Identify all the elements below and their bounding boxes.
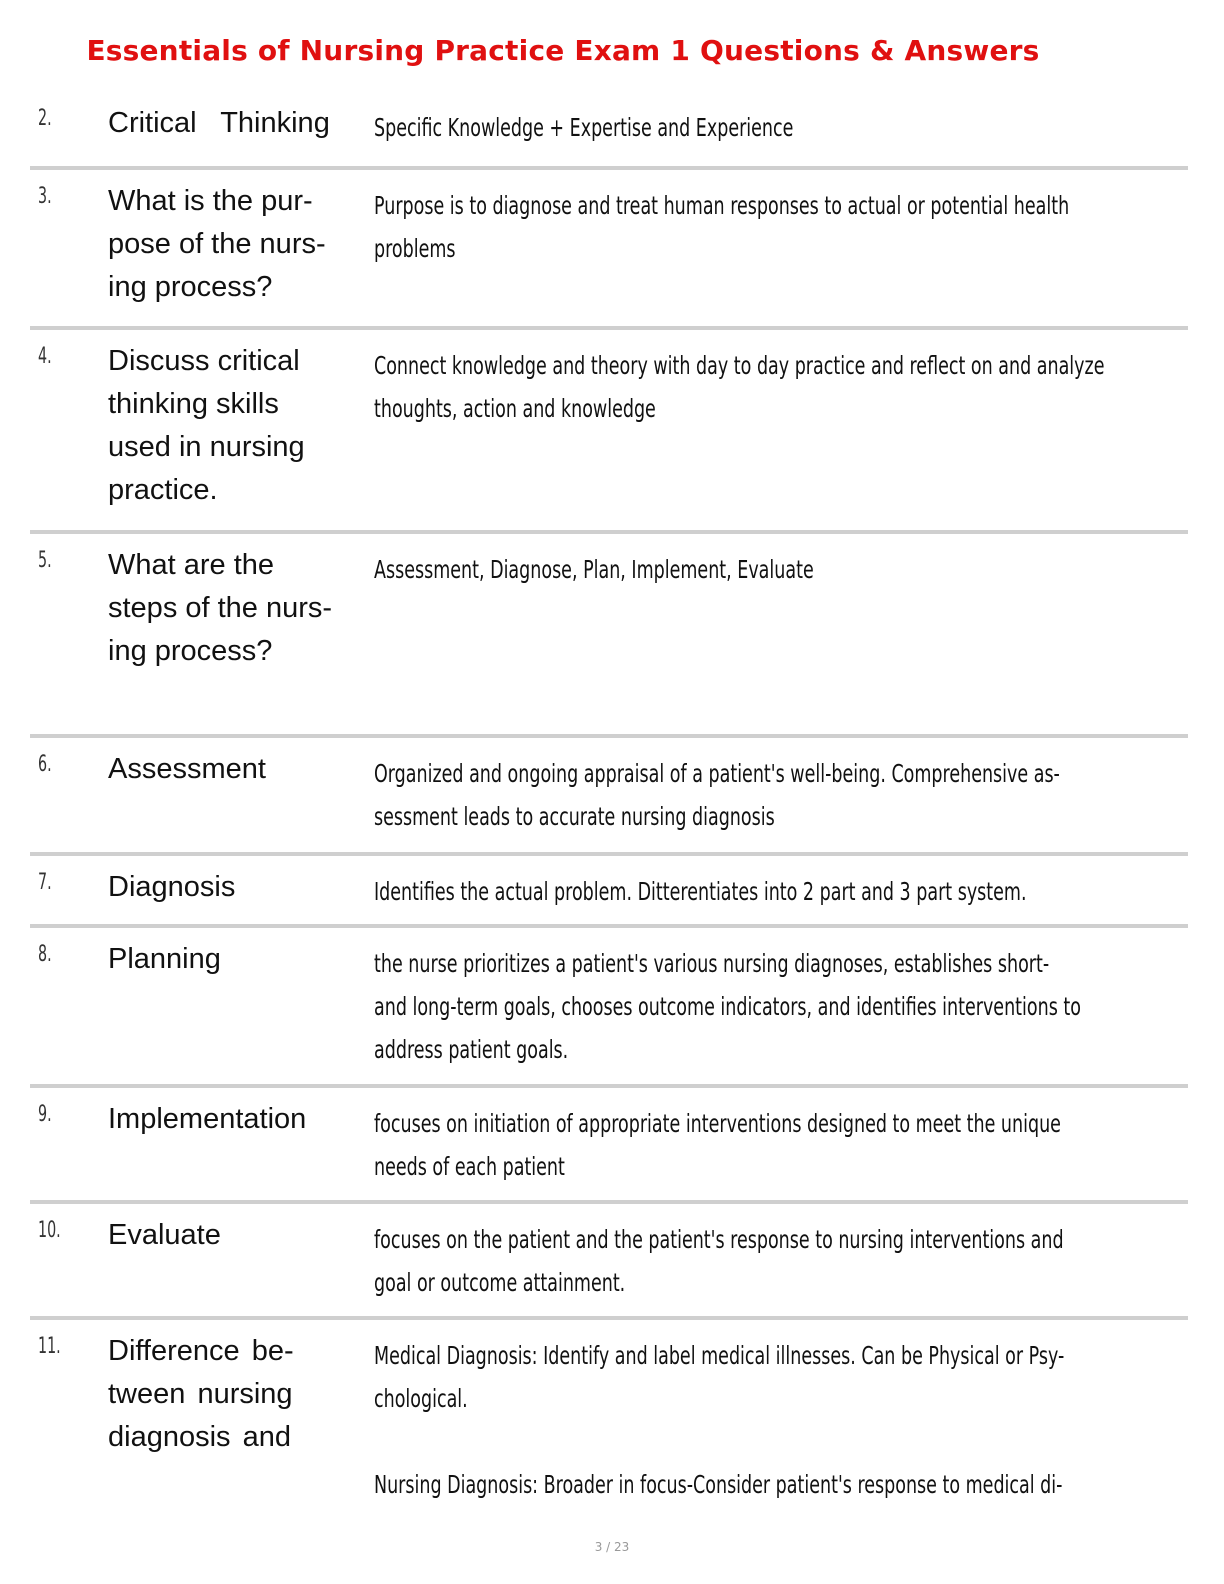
row-term: Difference be- tween nursing diagnosis and <box>108 1335 294 1453</box>
row-number: 10. <box>38 1218 61 1243</box>
row-term: Diagnosis <box>108 871 236 903</box>
row-definition: Medical Diagnosis: Identify and label medical illnesses. Can be Physical or Psy- chological. Nursing Diagnosis: Broader in focus-Consider patient's response to medical di- <box>374 1341 1065 1499</box>
page-title: Essentials of Nursing Practice Exam 1 Questions & Answers <box>86 34 1040 67</box>
row-number: 2. <box>38 106 52 131</box>
qa-row-8 <box>30 928 1188 1088</box>
row-definition: focuses on the patient and the patient's response to nursing interventions and goal or outcome attainment. <box>374 1225 1064 1297</box>
row-definition: the nurse prioritizes a patient's various nursing diagnoses, establishes short- and long-term goals, chooses outcome indicators, and identifies interventions to address patient goals. <box>374 949 1081 1064</box>
qa-row-6 <box>30 738 1188 856</box>
row-term: Planning <box>108 943 221 975</box>
row-number: 3. <box>38 184 52 209</box>
qa-row-7 <box>30 856 1188 928</box>
qa-row-3 <box>30 170 1188 330</box>
qa-row-5 <box>30 534 1188 738</box>
row-term: Critical Thinking <box>108 107 330 139</box>
row-number: 11. <box>38 1334 61 1359</box>
row-number: 9. <box>38 1102 52 1127</box>
row-definition: Purpose is to diagnose and treat human responses to actual or potential health problems <box>374 191 1070 263</box>
row-number: 5. <box>38 548 52 573</box>
row-definition: Assessment, Diagnose, Plan, Implement, Evaluate <box>374 555 814 584</box>
qa-row-10 <box>30 1204 1188 1320</box>
qa-list <box>30 92 1188 1520</box>
row-definition: Connect knowledge and theory with day to day practice and reflect on and analyze thoughts, action and knowledge <box>374 351 1105 423</box>
row-number: 4. <box>38 344 52 369</box>
row-term: Implementation <box>108 1103 307 1135</box>
row-term: Assessment <box>108 753 266 785</box>
row-number: 8. <box>38 942 52 967</box>
qa-row-2 <box>30 92 1188 170</box>
row-term: Discuss critical thinking skills used in nursing practice. <box>108 345 305 506</box>
row-definition: Identifies the actual problem. Ditterentiates into 2 part and 3 part system. <box>374 877 1027 906</box>
row-term: Evaluate <box>108 1219 221 1251</box>
row-definition: Organized and ongoing appraisal of a patient's well-being. Comprehensive as- sessment leads to accurate nursing diagnosis <box>374 759 1060 831</box>
row-number: 6. <box>38 752 52 777</box>
row-term: What are the steps of the nurs- ing process? <box>108 549 333 667</box>
qa-row-9 <box>30 1088 1188 1204</box>
qa-row-4 <box>30 330 1188 534</box>
row-definition: Specific Knowledge + Expertise and Experience <box>374 113 794 142</box>
row-number: 7. <box>38 870 52 895</box>
qa-row-11 <box>30 1320 1188 1520</box>
row-definition: focuses on initiation of appropriate interventions designed to meet the unique needs of each patient <box>374 1109 1061 1181</box>
page-indicator: 3 / 23 <box>594 1540 630 1554</box>
row-term: What is the pur- pose of the nurs- ing process? <box>108 185 326 303</box>
